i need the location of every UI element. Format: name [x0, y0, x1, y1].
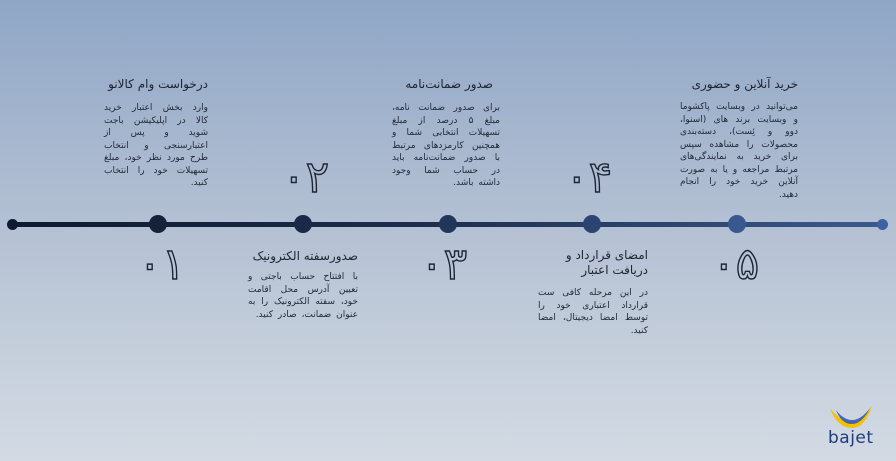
timeline-start-dot	[7, 219, 18, 230]
step-1-description: وارد بخش اعتبار خرید کالا در اپلیکیشن باجت شوید و پس از اعتبارسنجی و انتخاب طرح مورد نظر خود، مبلغ تسهیلات خود را انتخاب کنید.	[104, 103, 208, 188]
step-5-description: می‌توانید در وبسایت پاکشوما و وبسایت برند های (اسنوا، دوو و ئِست)، دسته‌بندی محصولات را مشاهده سپس برای خرید به نمایندگی‌های مرتبط مراجعه و یا به صورت آنلاین خرید خود را انجام دهید.	[680, 102, 798, 200]
step-3-description: برای صدور ضمانت نامه، مبلغ ۵ درصد از مبلغ تسهیلات انتخابی شما و همچنین کارمزدهای مرتبط با صدور ضمانت‌نامه باید در حساب شما وجود داشته باشد.	[392, 103, 500, 188]
step-3-number: ۰۳	[420, 239, 468, 290]
timeline-dot-step-1	[149, 215, 167, 233]
step-4-description: در این مرحله کافی ست قرارداد اعتباری خود را توسط امضا دیجیتال، امضا کنید.	[538, 288, 648, 336]
step-4-number: ۰۴	[565, 152, 613, 203]
step-3-title: صدور ضمانت‌نامه	[405, 77, 493, 91]
brand-wordmark: bajet	[828, 428, 874, 448]
step-2-title: صدورسفته الکترونیک	[252, 249, 358, 263]
step-2-number: ۰۲	[282, 152, 330, 203]
step-1-number: ۰۱	[138, 239, 186, 290]
timeline-end-dot	[877, 219, 888, 230]
step-2-description: با افتتاح حساب باجتی و تعیین آدرس محل اقامت خود، سفته الکترونیک را به عنوان ضمانت، صادر کنید.	[248, 272, 358, 320]
step-1-title: درخواست وام کالانو	[108, 77, 208, 91]
step-5-number: ۰۵	[712, 239, 760, 290]
step-5-title: خرید آنلاین و حضوری	[691, 77, 798, 91]
timeline-dot-step-3	[439, 215, 457, 233]
timeline-dot-step-2	[294, 215, 312, 233]
timeline-dot-step-5	[728, 215, 746, 233]
timeline-dot-step-4	[583, 215, 601, 233]
step-4-title: امضای قرارداد و دریافت اعتبار	[565, 248, 648, 277]
